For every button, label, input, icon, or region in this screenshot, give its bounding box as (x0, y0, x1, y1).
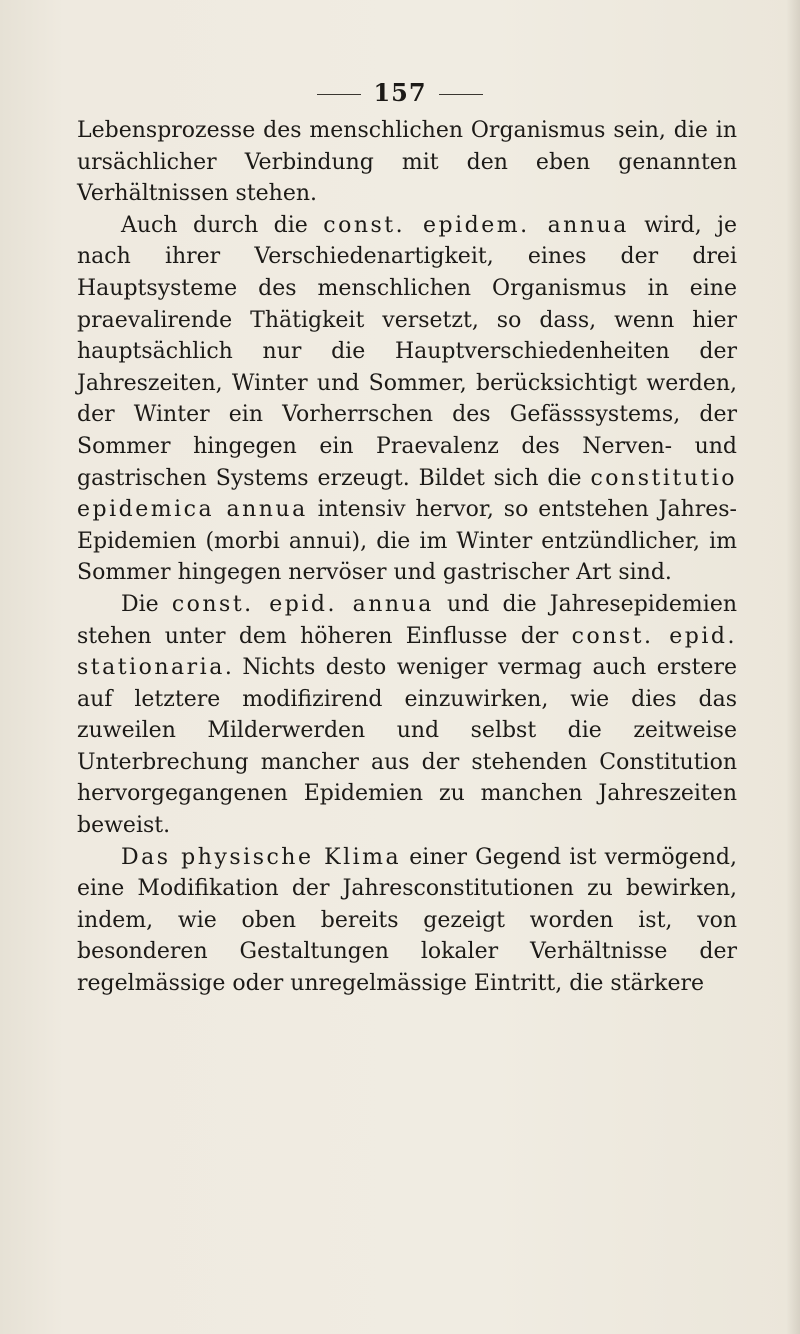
text-run: und die Jahresepidemien stehen unter dem höheren Einflusse der (77, 591, 738, 649)
header-dash-left (317, 94, 361, 95)
emphasized-text: constitutio epidemica annua (77, 465, 737, 523)
header-dash-right (439, 94, 483, 95)
page-number: 157 (373, 78, 427, 107)
paragraph (77, 210, 737, 589)
text-run: . Nichts desto weniger vermag auch erstere auf letztere modifizirend einzuwirken, wie dies das zuweilen Milderwerden und selbst die zeitweise Unterbrechung mancher aus der stehenden Constitution hervorgegangenen Epidemien zu manchen Jahreszeiten beweist. (77, 655, 737, 839)
text-run: Die (121, 591, 172, 617)
emphasized-text: const. epid. annua (171, 591, 434, 617)
text-run: intensiv hervor, so entstehen Jahres-Epidemien (morbi annui), die im Winter entzündlicher, im Sommer hingegen nervöser und gastrischer Art sind. (77, 497, 737, 586)
paragraph (77, 589, 737, 842)
text-run: einer Gegend ist vermögend, eine Modifikation der Jahresconstitutionen zu bewirken, indem, wie oben bereits gezeigt worden ist, von besonderen Gestaltungen lokaler Verhältnisse der regelmässige oder unregelmässige Eintritt, die stärkere (77, 844, 737, 997)
paragraph (77, 115, 737, 210)
emphasized-text: const. epid. stationaria (77, 623, 737, 681)
emphasized-text: const. epidem. annua (323, 212, 629, 238)
text-run: Lebensprozesse des menschlichen Organismus sein, die in ursächlicher Verbindung mit den eben genannten Verhältnissen stehen. (77, 118, 737, 207)
body-text (77, 115, 737, 1000)
text-run: wird, je nach ihrer Verschiedenartigkeit, eines der drei Hauptsysteme des menschlichen Organismus in eine praevalirende Thätigkeit versetzt, so dass, wenn hier hauptsächlich nur die Hauptverschiedenheiten der Jahreszeiten, Winter und Sommer, berücksichtigt werden, der Winter ein Vorherrschen des Gefässsystems, der Sommer hingegen ein Praevalenz des Nerven- und gastrischen Systems erzeugt. Bildet sich die (77, 212, 737, 491)
page-edge-shadow (786, 0, 800, 1334)
emphasized-text: Das physische Klima (121, 844, 402, 870)
paragraph (77, 842, 737, 1000)
page-header (0, 78, 800, 107)
text-run: Auch durch die (121, 212, 324, 238)
